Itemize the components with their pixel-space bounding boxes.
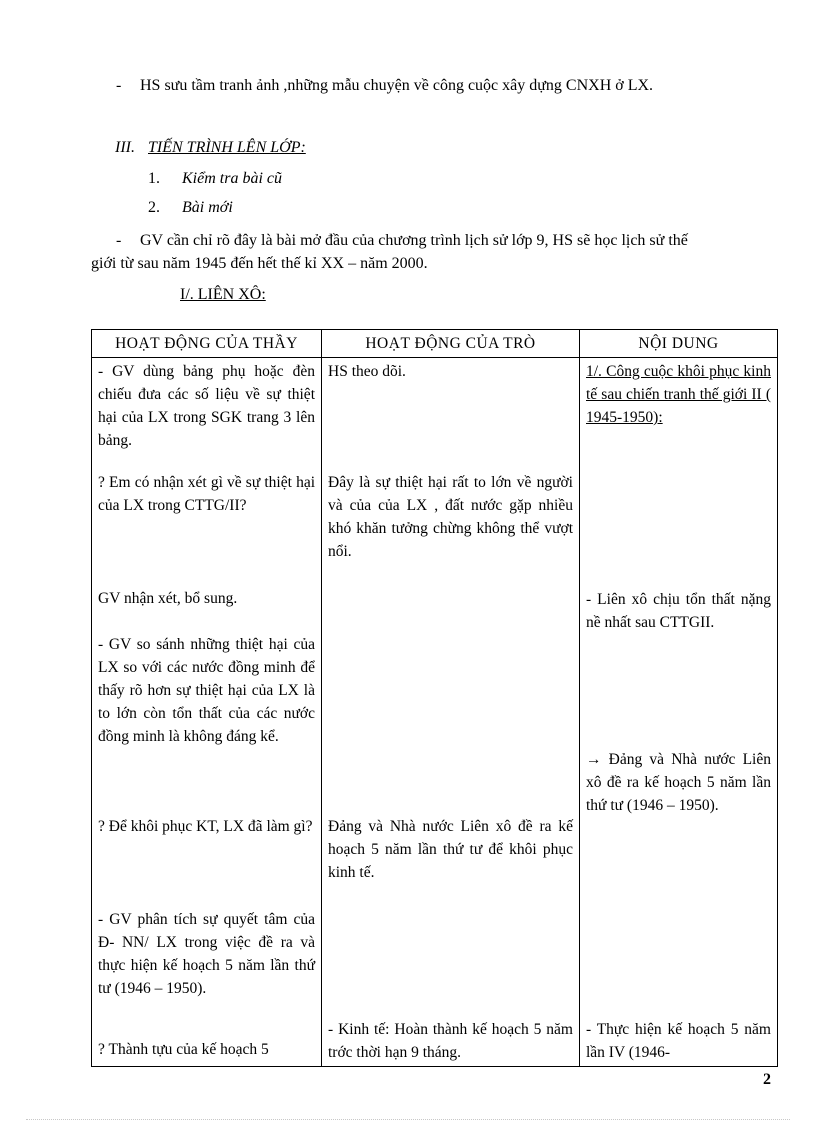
intro-bullet-dash: - — [116, 77, 122, 94]
gv-note-dash: - — [116, 232, 122, 249]
content-heading: 1/. Công cuộc khôi phục kinh tế sau chiến tranh thế giới II ( 1945-1950): — [586, 363, 771, 426]
step-2-label: Bài mới — [182, 199, 233, 216]
intro-bullet-text: HS sưu tầm tranh ảnh ,những mẫu chuyện về công cuộc xây dựng CNXH ở LX. — [140, 77, 654, 94]
teacher-item: ? Thành tựu của kế hoạch 5 — [98, 1041, 269, 1058]
teacher-item: - GV phân tích sự quyết tâm của Đ- NN/ LX trong việc đề ra và thực hiện kế hoạch 5 năm lần thứ tư (1946 – 1950). — [98, 911, 315, 997]
step-2-number: 2. — [148, 199, 160, 216]
page-number: 2 — [763, 1071, 771, 1088]
lesson-table — [91, 329, 778, 1067]
step-1-number: 1. — [148, 170, 160, 187]
teacher-column — [92, 358, 322, 1067]
teacher-item: ? Em có nhận xét gì về sự thiệt hại của LX trong CTTG/II? — [98, 474, 315, 514]
gv-note-line2: giới từ sau năm 1945 đến hết thế kỉ XX – năm 2000. — [91, 255, 428, 272]
header-content: NỘI DUNG — [580, 330, 778, 358]
header-teacher: HOẠT ĐỘNG CỦA THẦY — [92, 330, 322, 358]
page-bottom-divider — [26, 1119, 790, 1120]
subsection-title: I/. LIÊN XÔ: — [180, 286, 266, 303]
teacher-item: - GV dùng bảng phụ hoặc đèn chiếu đưa các số liệu về sự thiệt hại của LX trong SGK trang 3 lên bảng. — [98, 363, 315, 449]
content-column — [580, 358, 778, 1067]
section-title: TIẾN TRÌNH LÊN LỚP: — [148, 139, 306, 156]
student-item: HS theo dõi. — [328, 363, 406, 380]
teacher-item: - GV so sánh những thiệt hại của LX so với các nước đồng minh để thấy rõ hơn sự thiệt hại của LX là to lớn còn tổn thất của các nước đồng minh là không đáng kể. — [98, 636, 315, 745]
teacher-item: GV nhận xét, bổ sung. — [98, 590, 238, 607]
content-item: → Đảng và Nhà nước Liên xô đề ra kế hoạch 5 năm lần thứ tư (1946 – 1950). — [586, 751, 771, 814]
header-student: HOẠT ĐỘNG CỦA TRÒ — [322, 330, 580, 358]
content-item: - Thực hiện kế hoạch 5 năm lần IV (1946- — [586, 1021, 771, 1061]
table-header-row — [92, 330, 778, 358]
section-number: III. — [115, 139, 135, 156]
student-item: - Kinh tế: Hoàn thành kế hoạch 5 năm trớc thời hạn 9 tháng. — [328, 1021, 573, 1061]
student-item: Đảng và Nhà nước Liên xô đề ra kế hoạch 5 năm lần thứ tư để khôi phục kinh tế. — [328, 818, 573, 881]
student-column — [322, 358, 580, 1067]
table-body-row — [92, 358, 778, 1067]
teacher-item: ? Để khôi phục KT, LX đã làm gì? — [98, 818, 313, 835]
step-1-label: Kiểm tra bài cũ — [182, 170, 282, 187]
student-item: Đây là sự thiệt hại rất to lớn về người và của của LX , đất nước gặp nhiều khó khăn tưởng chừng không thể vượt nổi. — [328, 474, 573, 560]
gv-note-line1: GV cần chỉ rõ đây là bài mở đầu của chương trình lịch sử lớp 9, HS sẽ học lịch sử thế — [140, 232, 688, 249]
content-item: - Liên xô chịu tổn thất nặng nề nhất sau CTTGII. — [586, 591, 771, 631]
